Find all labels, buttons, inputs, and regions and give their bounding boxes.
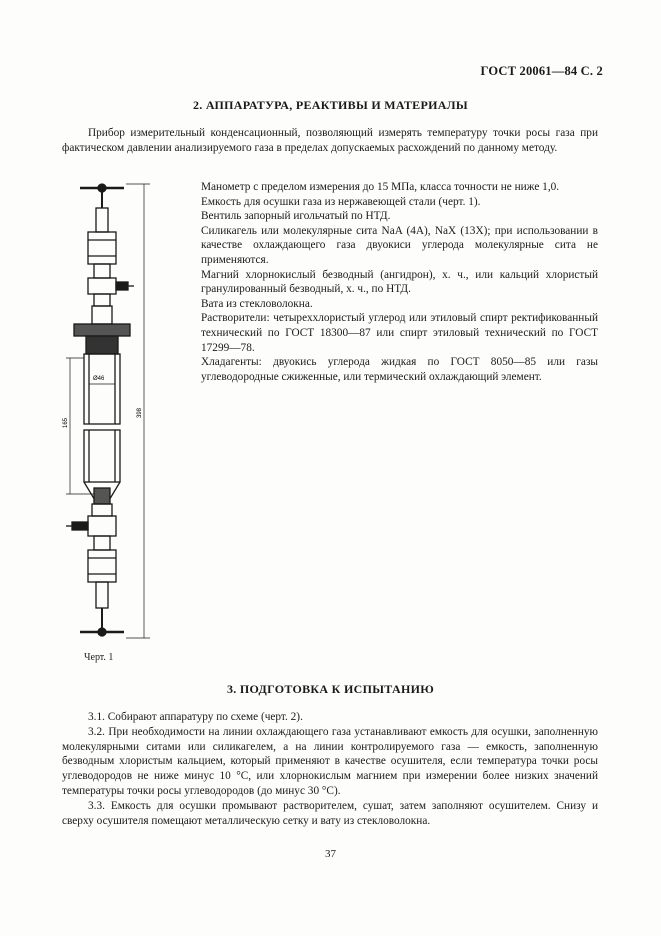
bottom-neck (92, 504, 112, 516)
intro-paragraph: Прибор измерительный конденсационный, позволяющий измерять температуру точки росы газа при фактическом давлении анализируемого газа в пределах допускаемых расхождений по данному методу. (62, 127, 598, 154)
figure-caption: Черт. 1 (84, 652, 114, 663)
top-side-port (116, 282, 128, 290)
list-item: Хладагенты: двуокись углерода жидкая по ГОСТ 8050—85 или газы углеводородные сжиженные, или термический охлаждающий элемент. (201, 356, 598, 383)
list-item: Емкость для осушки газа из нержавеющей стали (черт. 1). (201, 195, 481, 208)
list-item: Вата из стекловолокна. (201, 297, 313, 310)
top-flange (74, 324, 130, 336)
list-item: Растворители: четыреххлористый углерод или этиловый спирт ректификованный технический по ГОСТ 18300—87 или спирт этиловый технический по ГОСТ 17299—78. (201, 312, 598, 354)
bottom-handle-knob (98, 628, 106, 636)
top-connector (94, 264, 110, 278)
top-nipple (94, 294, 110, 306)
bottom-valve-body (88, 550, 116, 582)
paragraph-3-3: 3.3. Емкость для осушки промывают растворителем, сушат, затем заполняют осушителем. Снизу и сверху осушителя помещают металлическую сетку и вату из стекловолокна. (62, 799, 598, 827)
bottom-tee (88, 516, 116, 536)
list-item: Вентиль запорный игольчатый по НТД. (201, 210, 391, 223)
section-3-title: 3. ПОДГОТОВКА К ИСПЫТАНИЮ (226, 682, 435, 696)
cap-block (86, 336, 118, 354)
page-number: 37 (325, 848, 336, 860)
top-handle-knob (98, 184, 106, 192)
section-2-title: 2. АППАРАТУРА, РЕАКТИВЫ И МАТЕРИАЛЫ (192, 98, 469, 112)
standard-header: ГОСТ 20061—84 С. 2 (480, 64, 603, 78)
top-tee (88, 278, 116, 294)
list-item: Манометр с пределом измерения до 15 МПа, класса точности не ниже 1,0. (201, 181, 560, 193)
top-valve-rod (96, 208, 108, 232)
drying-vessel-drawing (58, 176, 178, 656)
list-item: Силикагель или молекулярные сита NaA (4А), NaX (13Х); при использовании в качестве охлаждающего газа двуокиси углерода молекулярные сита не применяются. (201, 224, 598, 266)
section-3-body (62, 710, 598, 828)
paragraph-3-2: 3.2. При необходимости на линии охлаждающего газа устанавливают емкость для осушки, заполненную молекулярными ситами или силикагелем, а на линии контролируемого газа — емкость, заполненную безводным хлористым кальцием, который применяют в качестве осушителя, если температура точки росы углеводородов не ниже минус 10 °С, или хлорнокислым магнием при измерении более низких значений температуры точки росы углеводородов (до минус 30 °С). (62, 725, 598, 797)
top-valve-body (88, 232, 116, 264)
bottom-side-port (72, 522, 88, 530)
list-item: Магний хлорнокислый безводный (ангидрон), х. ч., или кальций хлористый гранулированный безводный, х. ч., по НТД. (201, 268, 598, 296)
dim-label-total: 398 (137, 407, 143, 418)
paragraph-3-1: 3.1. Собирают аппаратуру по схеме (черт. 2). (88, 711, 303, 723)
equipment-list (201, 180, 598, 384)
bottom-plug (94, 488, 110, 504)
figure-1-drying-vessel (58, 176, 178, 656)
bottom-valve-rod (96, 582, 108, 608)
dim-label-inner: 165 (63, 417, 69, 428)
bottom-connector (94, 536, 110, 550)
flange-neck (92, 306, 112, 324)
dim-label-diameter: Ø46 (93, 376, 105, 382)
section-2-intro (62, 126, 598, 156)
